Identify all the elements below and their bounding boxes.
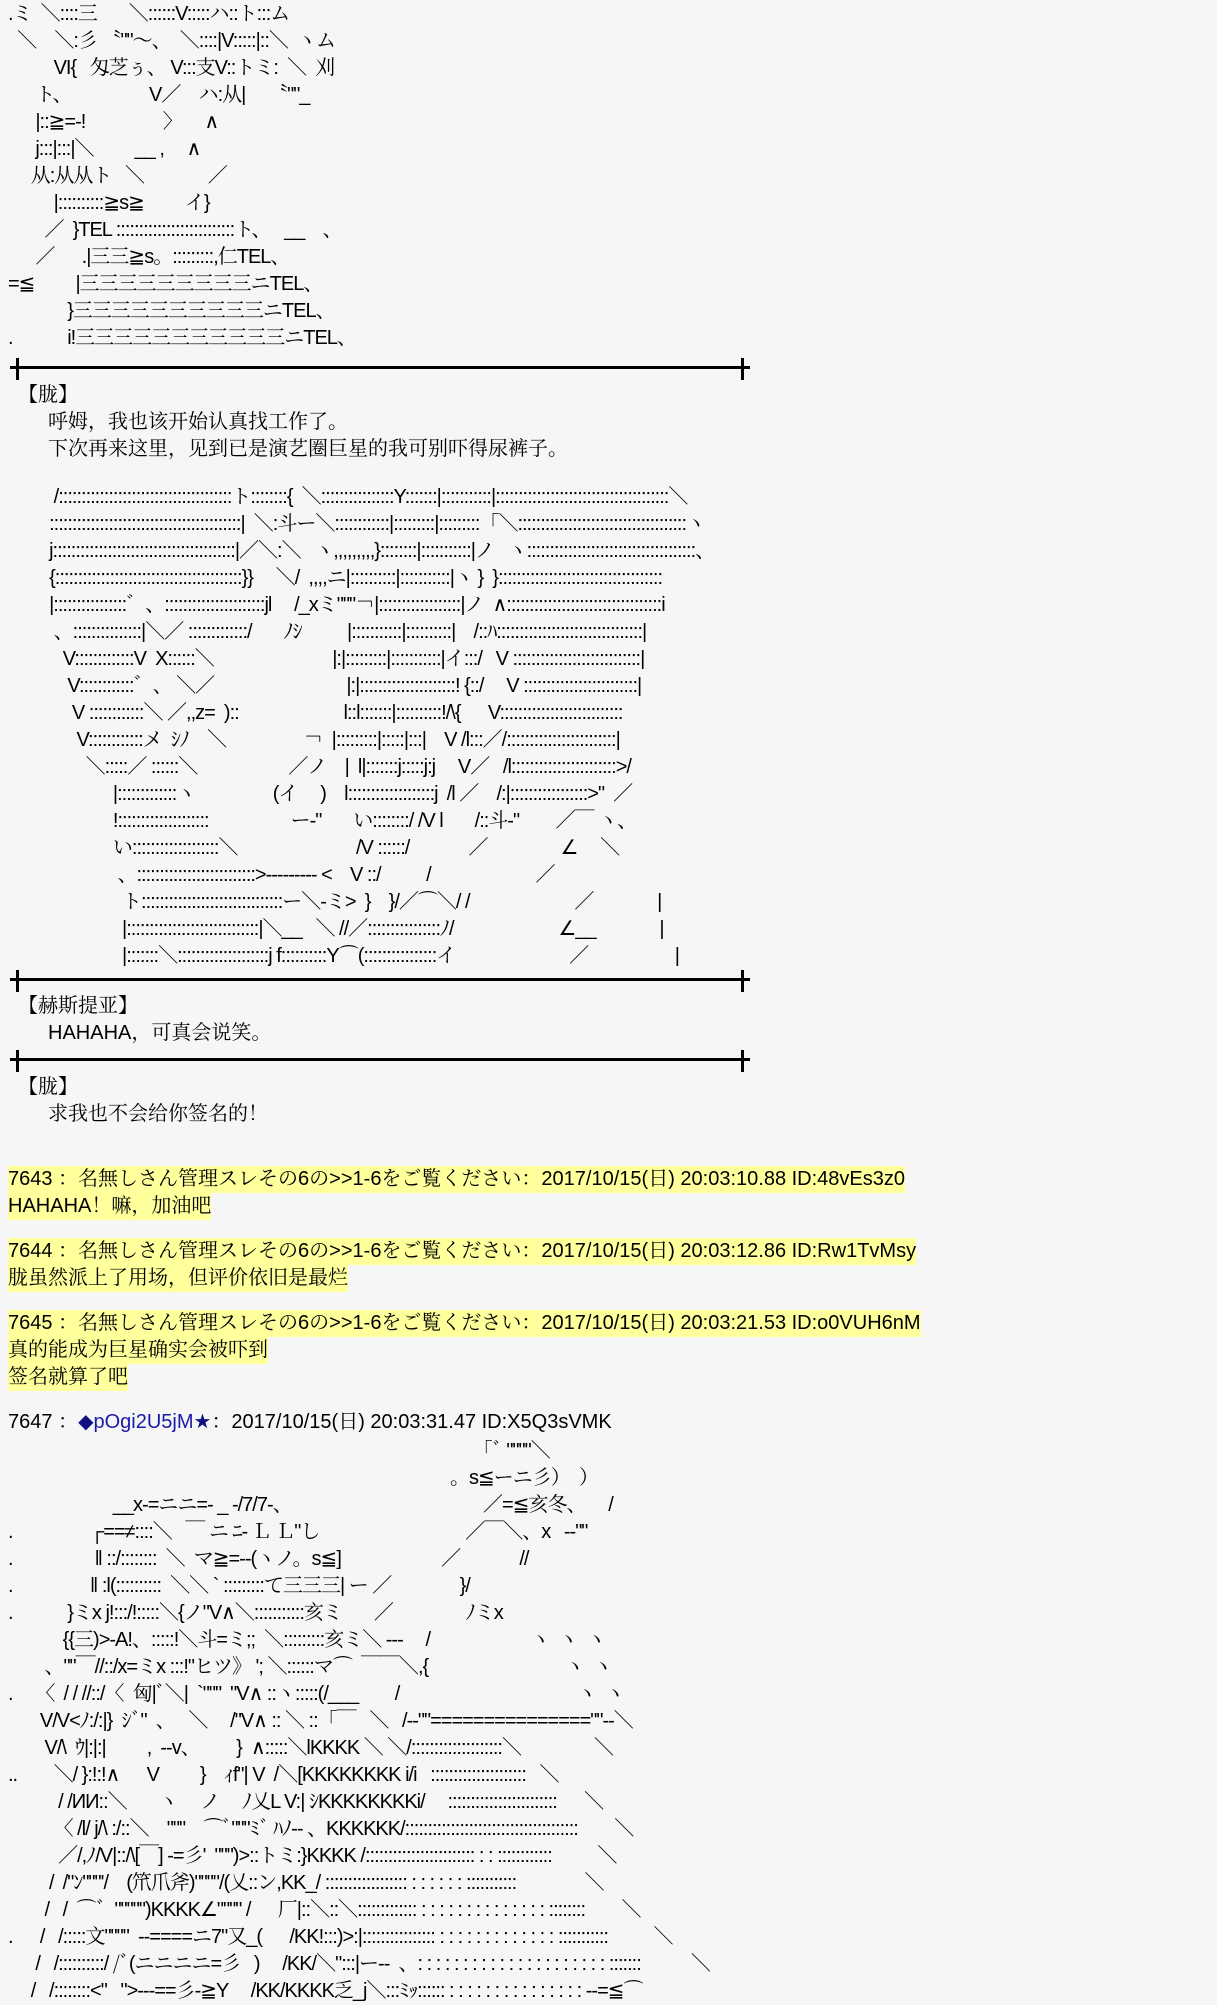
speaker-name: 【赫斯提亚】 <box>18 995 138 1017</box>
ascii-art-line: . ‖ ::/:::::::: ＼ マ≧=--(ヽノ。s≦] ／ // <box>8 1548 529 1570</box>
ascii-art-line: =≦ |三三三三三三三三三ニTEL、 <box>8 273 323 295</box>
ascii-art-line: ／ }TEL ::::::::::::::::::::::::::ト、 __ 、 <box>8 219 342 241</box>
ascii-art-line: {:::::::::::::::::::::::::::::::::::::::::}} ＼/ ,,,,ニ|::::::::::|:::::::::::|ヽ } }:::::::::::::::::::::::::::::::::::: <box>40 567 662 589</box>
ascii-art-line: |::≧=-! 〉 ∧ <box>8 111 219 133</box>
ascii-art-line: / /ИИ::＼ ヽ ノ ﾉ乂L V:| ｼKKKKKKKKi/ :::::::::::::::::::::::: ＼ <box>8 1791 604 1813</box>
ascii-art-line: 从:从从ト ＼ ／ <box>8 165 227 187</box>
ascii-art-bottom <box>8 1438 710 2005</box>
dialog-line: 求我也不会给你签名的！ <box>48 1103 268 1125</box>
dialog-line: HAHAHA，可真会说笑。 <box>48 1022 272 1044</box>
post-body-line: 胧虽然派上了用场，但评价依旧是最烂 <box>8 1265 348 1292</box>
ascii-art-line: / /::::::::::/ /ﾞ(ニニニニ=彡 ) /KK/＼":::|ー-- 、: : : : : : : : : : : : : : : : : : : : : ::::::: ＼ <box>8 1953 710 1975</box>
ascii-art-line: j::::::::::::::::::::::::::::::::::::::::|／＼:＼ ヽ,,,,,,,,,}::::::::|:::::::::::|ノ ヽ:::::::::::::::::::::::::::::::::::::、 <box>40 540 715 562</box>
ascii-art-line: ／/,ﾉ/V|::/\[￣] -=彡' """)>::トミ:}KKKK /:::::::::::::::::::::::: : : :::::::::::: ＼ <box>8 1845 617 1867</box>
dialog-block <box>18 993 271 1047</box>
ascii-art-line: . / /:::::文"""" --====ニ7"又_( /KK!:::)>:|:::::::::::::::: : : : : : : : : : : : : : ::::::::::: ＼ <box>8 1926 673 1948</box>
ascii-art-line: ＼:::::／ ::::::＼ ／ノ | l|:::::::j:::::j:j V／ /l:::::::::::::::::::::::>/ <box>40 756 631 778</box>
ascii-art-line: V::::::::::::メ ｼﾉ ＼ ￢ |:::::::::|:::::|:::| V /l:::／/::::::::::::::::::::::::| <box>40 729 620 751</box>
ascii-art-line: 〈 /l/ j/\ :/::＼ """ ⌒ﾞ"""ﾐﾞ ﾊﾉ-- 、KKKKKK/:::::::::::::::::::::::::::::::::::::: ＼ <box>8 1818 634 1840</box>
ascii-art-line: .. ＼/ }:!:!∧ V } ｨf"| V /＼[KKKKKKKK i/i ::::::::::::::::::::: ＼ <box>8 1764 559 1786</box>
ascii-art-top <box>8 0 356 352</box>
ascii-art-line: ／ .|三三≧s。:::::::::,仁TEL、 <box>8 246 290 268</box>
ascii-art-line: ::::::::::::::::::::::::::::::::::::::::::| ＼:斗ー＼::::::::::::|:::::::::|:::::::::「＼:::::::::::::::::::::::::::::::::::::ヽ <box>40 513 706 535</box>
ascii-art-line: . 〈 / / //::/〈 匈|ﾞ＼| `""" "V∧ ::ヽ:::::(/___ / ヽ ヽ <box>8 1683 625 1705</box>
ascii-art-line: ト:::::::::::::::::::::::::::::::ー＼-ミ> } }/／⌒＼/ / ／ | <box>40 891 662 913</box>
ascii-art-line: }三三三三三三三三三三ニTEL、 <box>8 300 335 322</box>
post-header: 7645 ：名無しさん管理スレその6の>>1-6をご覧ください：2017/10/15(日) 20:03:21.53 ID:o0VUH6nM <box>8 1310 921 1337</box>
post-header: 7643 ：名無しさん管理スレその6の>>1-6をご覧ください：2017/10/15(日) 20:03:10.88 ID:48vEs3z0 <box>8 1166 905 1193</box>
dialog-line: 呼姆，我也该开始认真找工作了。 <box>48 411 348 433</box>
scene-divider <box>10 978 750 981</box>
diamond-icon: ◆ <box>78 1411 94 1433</box>
ascii-art-line: 、::::::::::::::::::::::::::>--------- < V ::/ / ／ <box>40 864 555 886</box>
post-header: 7644 ：名無しさん管理スレその6の>>1-6をご覧ください：2017/10/15(日) 20:03:12.86 ID:Rw1TvMsy <box>8 1238 916 1265</box>
post-number: 7647 <box>8 1411 53 1433</box>
scene-divider <box>10 366 750 369</box>
ascii-art-line: |:::::::::::::ヽ (イ ) l:::::::::::::::::::j /l ／ /:|:::::::::::::::::>" ／ <box>40 783 633 805</box>
speaker-name: 【胧】 <box>18 1076 78 1098</box>
poster-trip[interactable]: pOgi2U5jM <box>93 1411 194 1433</box>
ascii-art-line: j:::|:::|＼ __ , ∧ <box>8 138 201 160</box>
ascii-art-line: /::::::::::::::::::::::::::::::::::::::ト::::::::{ ＼::::::::::::::::Y:::::::|:::::::::::|::::::::::::::::::::::::::::::::::::::＼ <box>40 486 688 508</box>
post-body-line: HAHAHA！嘛，加油吧 <box>8 1193 211 1220</box>
ascii-art-line: ト、 V／ ハ:从| 〝""_ <box>8 84 310 106</box>
separator: ： <box>52 1411 79 1433</box>
scene-divider <box>10 1058 750 1061</box>
ascii-art-line: 、:::::::::::::::|＼／ :::::::::::::/ ﾉｼ |:::::::::::|::::::::::| /::ﾊ::::::::::::::::::::::::::::::::| <box>40 621 647 643</box>
ascii-art-line: __x-=ニニ=- _ -/7/7-、 ／=≦亥冬、 / <box>8 1494 613 1516</box>
ascii-art-line: . ┌==≠::::＼ ￣ ニ ﾆ- Ｌ Ｌ"し ／￣＼、x -‐"" <box>8 1521 588 1543</box>
post-7644 <box>8 1238 916 1292</box>
ascii-art-line: V:::::::::::::V X::::::＼ |:|:::::::::|:::::::::::|イ:::/ V ::::::::::::::::::::::::::::| <box>40 648 645 670</box>
ascii-art-line: {{三)>-A!、:::::!＼斗=ミ;; ＼:::::::::亥ミ＼ --- / ヽ ヽ ヽ <box>8 1629 606 1651</box>
post-7647 <box>8 1409 612 1436</box>
ascii-art-line: V/V<ﾉ:/:|} ｼﾞ" 、 ＼ /"V∧ :: ＼ ::「￣ ＼ /-‐""===============""‐-＼ <box>8 1710 633 1732</box>
ascii-art-line: 。s≦ーニ彡） ） <box>8 1467 598 1489</box>
dialog-block <box>18 1074 268 1128</box>
post-7645 <box>8 1310 921 1391</box>
ascii-art-line: VI{ 匁芝ぅ、 V:::支V::トミ: ＼ 刈 <box>8 57 335 79</box>
ascii-art-line: . i!三三三三三三三三三三三ニTEL、 <box>8 327 356 349</box>
post-meta: ：2017/10/15(日) 20:03:31.47 ID:X5Q3sVMK <box>211 1411 612 1433</box>
ascii-art-line: い:::::::::::::::::::＼ /V ::::::/ ／ ∠ ＼ <box>40 837 620 859</box>
ascii-art-line: / /::::::::<" ">---==彡-≧Y /KK/KKKK乏_j＼:::ﾐｯ:::::: : : : : : : : : : : : : : : : --=≦⌒ <box>8 1980 643 2002</box>
ascii-art-line: |::::::::::::::::゛、::::::::::::::::::::::jl /_xミ"""￢|::::::::::::::::::|ノ ∧::::::::::::::::::::::::::::::::::i <box>40 594 665 616</box>
ascii-art-line: V ::::::::::::＼ ／,,z= ):: l::l:::::::|::::::::::!/\{ V::::::::::::::::::::::::::: <box>40 702 623 724</box>
ascii-art-line: V::::::::::::゛、 ＼／ |:|:::::::::::::::::::::! {::/ V :::::::::::::::::::::::::| <box>40 675 642 697</box>
ascii-art-line: !:::::::::::::::::::: ー-" い::::::::/ /V l /::斗-" ／￣ ヽ、 <box>40 810 637 832</box>
ascii-art-line: |::::::::::≧s≧ イ} <box>8 192 210 214</box>
dialog-line: 下次再来这里，见到已是演艺圈巨星的我可别吓得尿裤子。 <box>48 438 568 460</box>
ascii-art-line: .ミ ＼::::三 ＼::::::V:::::ハ::ト:::ム <box>8 3 290 25</box>
ascii-art-line: / /"ﾝ"""'/ (笊爪斧)""""/(乂::ン,KK_/ :::::::::::::::::: : : : : : : ::::::::::: ＼ <box>8 1872 604 1894</box>
ascii-art-line: |:::::::＼::::::::::::::::::::j f::::::::::Y⌒(::::::::::::::::イ ／ | <box>40 945 679 967</box>
ascii-art-line: V/\ ｳ|:|:| , --v、 } ∧:::::＼lKKKK ＼ ＼/::::::::::::::::::::＼ ＼ <box>8 1737 613 1759</box>
ascii-art-line: |:::::::::::::::::::::::::::::|＼__ ＼ //／::::::::::::::::ﾉ/ ∠__ | <box>40 918 664 940</box>
ascii-art-line: 、""￣//::/x=ミx :::!"ヒツ》 '; ＼::::::マ⌒ ￣￣＼,{ ヽ ヽ <box>8 1656 612 1678</box>
ascii-art-line: . ‖ :l(:::::::::: ＼＼ ` :::::::::て三三三| ー ／ }/ <box>8 1575 470 1597</box>
ascii-art-line: ＼ ＼:彡 〝""～、 ＼::::|V:::::|::＼ ヽム <box>8 30 335 52</box>
ascii-art-line: 「ﾞ """"＼ <box>8 1440 550 1462</box>
post-body-line: 真的能成为巨星确实会被吓到 <box>8 1337 268 1364</box>
ascii-art-line: / / ⌒ﾞ """"")KKKK∠"""" / 厂|::＼::＼::::::::::::: : : : : : : : : : : : : : : :::::::: ＼ <box>8 1899 641 1921</box>
post-7643 <box>8 1166 905 1220</box>
dialog-block <box>18 382 568 463</box>
ascii-art-middle <box>40 484 714 970</box>
speaker-name: 【胧】 <box>18 384 78 406</box>
post-body-line: 签名就算了吧 <box>8 1364 128 1391</box>
ascii-art-line: . }ミx j!:::/!:::::＼{ノ"V∧＼:::::::::::亥ミ ／ ﾉミx <box>8 1602 503 1624</box>
star-icon: ★ <box>193 1411 212 1433</box>
